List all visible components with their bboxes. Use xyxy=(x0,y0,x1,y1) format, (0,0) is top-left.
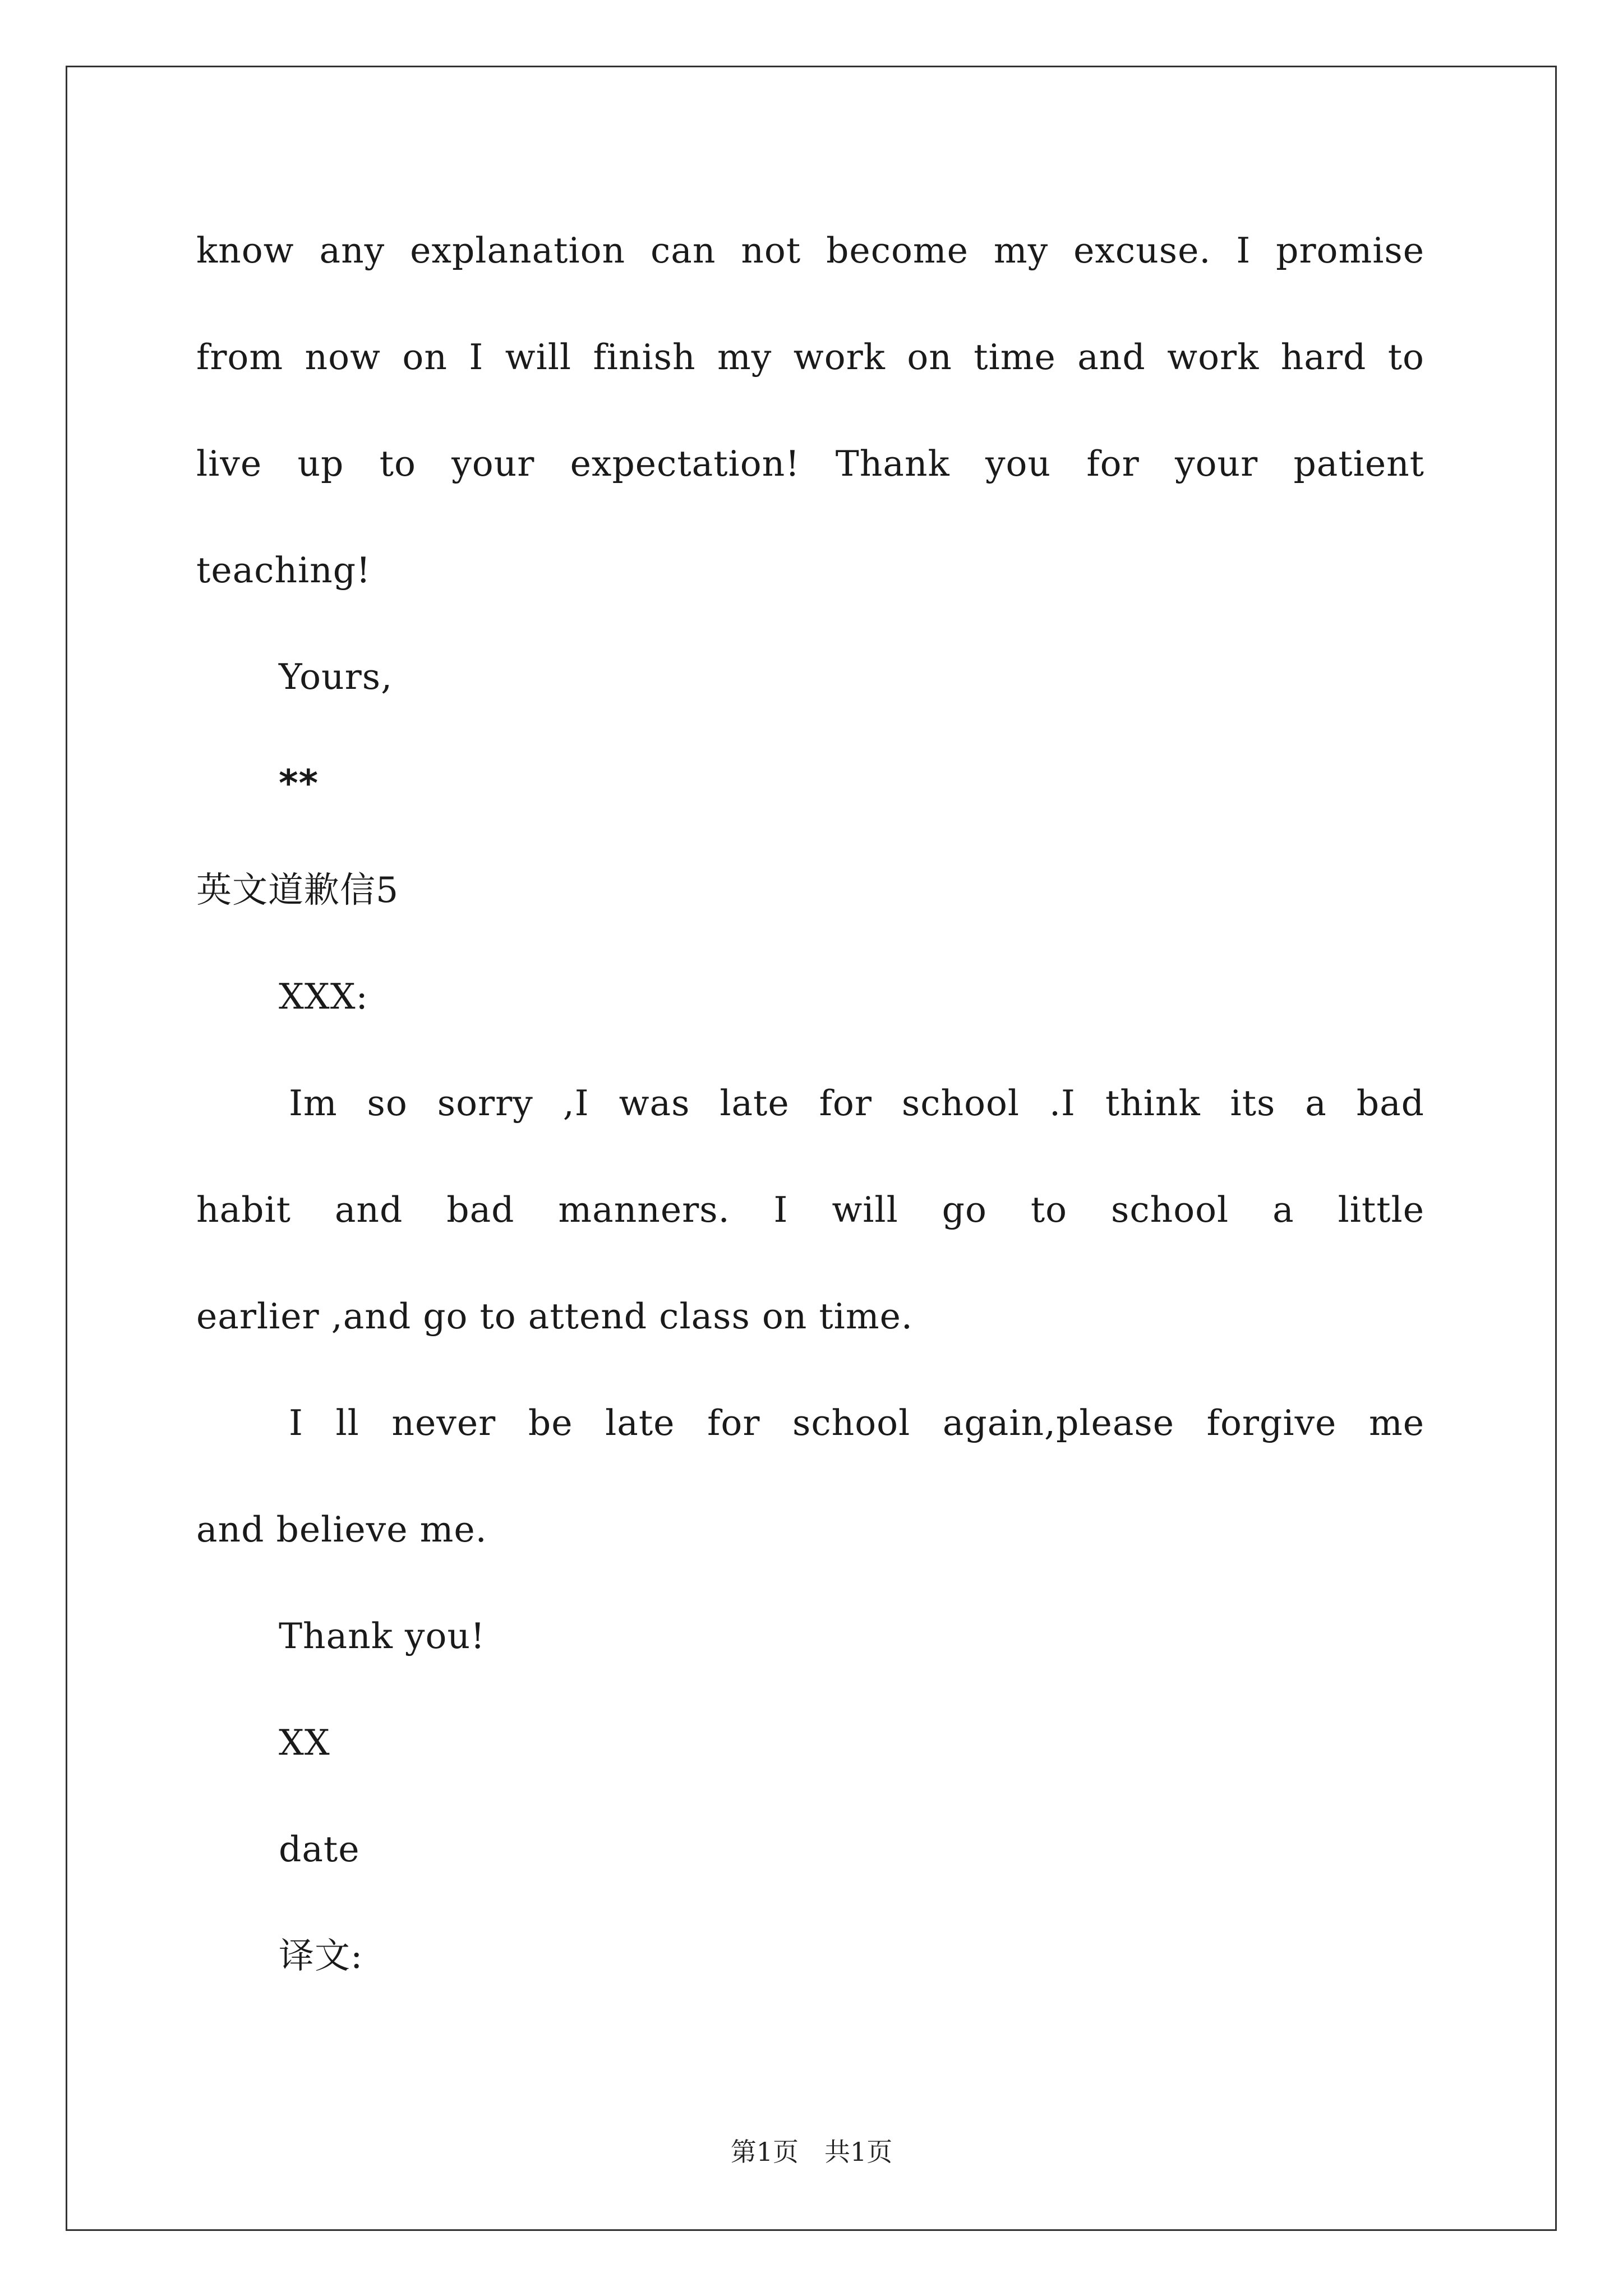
body-line: know any explanation can not become my excuse. I promise xyxy=(196,230,1424,271)
salutation: XXX: xyxy=(279,976,368,1017)
page-footer: 第1页 共1页 xyxy=(730,2137,893,2167)
body-line: from now on I will finish my work on time and work hard to xyxy=(196,337,1424,378)
section-heading: 英文道歉信5 xyxy=(196,869,399,910)
body-line: and believe me. xyxy=(196,1509,487,1550)
body-line: I ll never be late for school again,please forgive me xyxy=(289,1402,1424,1443)
signature: XX xyxy=(279,1722,330,1763)
body-line: earlier ,and go to attend class on time. xyxy=(196,1296,913,1337)
closing: Thank you! xyxy=(279,1616,486,1657)
translation-label: 译文: xyxy=(279,1935,363,1976)
signature: ** xyxy=(279,762,319,805)
closing: Yours, xyxy=(279,656,393,697)
date: date xyxy=(279,1829,360,1870)
body-line: live up to your expectation! Thank you for your patient xyxy=(196,443,1424,484)
body-line: teaching! xyxy=(196,550,371,591)
body-line: Im so sorry ,I was late for school .I think its a bad xyxy=(289,1083,1424,1124)
body-line: habit and bad manners. I will go to school a little xyxy=(196,1189,1424,1230)
document-body xyxy=(196,220,1424,2032)
